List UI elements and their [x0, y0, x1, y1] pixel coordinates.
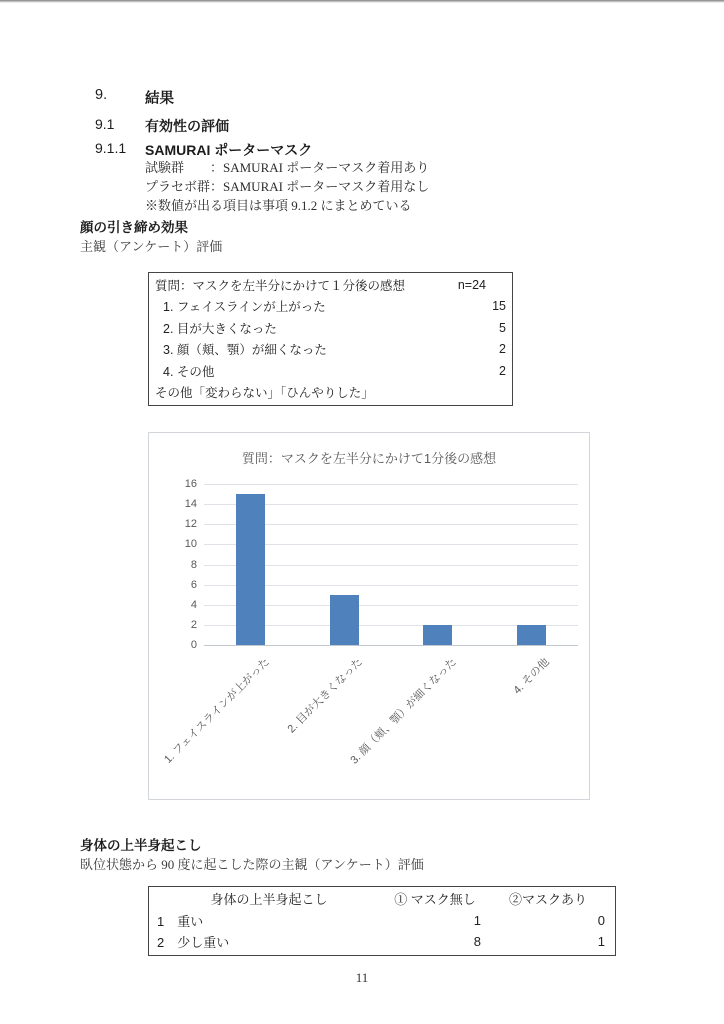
sample-size: n=24 [457, 277, 486, 292]
group-description [145, 158, 429, 215]
chart-plot [204, 485, 578, 646]
bar-chart [148, 432, 590, 800]
heading-9-1-1-number: 9.1.1 [95, 140, 127, 156]
answer-count: 2 [499, 363, 506, 378]
situp-col2-header: ① マスク無し [394, 892, 476, 908]
page-number: 11 [355, 970, 369, 985]
survey-result-table [148, 272, 513, 406]
section1-title: 顔の引き締め効果 [80, 220, 188, 235]
x-axis-label: 3. 顔（頬、顎）が細くなった [347, 656, 459, 767]
table-row [149, 931, 615, 953]
situp-item-label: 1 重い [157, 913, 204, 929]
y-axis-tick: 6 [190, 578, 197, 591]
gridline [204, 484, 578, 485]
mask-on-count: 0 [597, 912, 605, 928]
y-axis-tick: 14 [184, 498, 197, 511]
section1-subtitle: 主観（アンケート）評価 [80, 239, 223, 254]
mask-off-count: 1 [473, 912, 481, 928]
heading-9 [95, 87, 174, 108]
answer-count: 5 [499, 320, 506, 335]
heading-9-number: 9. [95, 87, 108, 103]
heading-9-1-title: 有効性の評価 [145, 118, 229, 134]
situp-col1-header: 身体の上半身起こし [210, 892, 328, 908]
gridline [204, 645, 578, 646]
heading-9-1-1-title: SAMURAI ポーターマスク [145, 142, 313, 158]
y-axis-tick: 2 [190, 618, 197, 631]
chart-title: 質問：マスクを左半分にかけて1分後の感想 [241, 451, 497, 466]
y-axis-tick: 8 [190, 558, 197, 571]
y-axis-tick: 0 [190, 639, 197, 651]
mask-off-count: 8 [473, 934, 481, 950]
y-axis-tick: 4 [190, 598, 197, 611]
table-row [149, 910, 615, 932]
heading-9-1 [95, 116, 229, 136]
table-row [149, 360, 512, 382]
answer-count: 15 [492, 299, 506, 314]
x-axis-label: 4. その他 [511, 656, 552, 697]
x-axis-label: 2. 目が大きくなった [285, 656, 365, 736]
situp-table-header-row [149, 888, 615, 910]
situp-item-label: 2 少し重い [157, 935, 230, 951]
survey-table-header-row [149, 274, 512, 296]
other-answers-note: その他「変わらない」「ひんやりした」 [155, 386, 374, 401]
situp-result-table [148, 886, 616, 956]
survey-table-footer-row [149, 382, 512, 404]
y-axis-tick: 12 [184, 518, 197, 531]
bar-4 [517, 625, 546, 645]
mask-on-count: 1 [597, 934, 605, 950]
heading-9-title: 結果 [145, 91, 174, 107]
note-line: ※数値が出る項目は事項 9.1.2 にまとめている [145, 198, 412, 213]
table-row [149, 296, 512, 318]
survey-question: 質問：マスクを左半分にかけて１分後の感想 [155, 278, 406, 293]
answer-label: 3. 顔（頬、顎）が細くなった [163, 343, 327, 358]
page-top-edge [0, 0, 724, 3]
situp-col3-header: ②マスクあり [508, 892, 587, 908]
answer-label: 1. フェイスラインが上がった [163, 300, 326, 315]
heading-9-1-1 [95, 140, 312, 160]
x-axis-label: 1. フェイスラインが上がった [161, 656, 272, 766]
placebo-group-line: プラセボ群：SAMURAI ポーターマスク着用なし [145, 179, 430, 194]
test-group-line: 試験群 ：SAMURAI ポーターマスク着用あり [145, 160, 430, 175]
section2-title: 身体の上半身起こし [80, 838, 202, 853]
heading-9-1-number: 9.1 [95, 116, 115, 132]
answer-label: 2. 目が大きくなった [163, 321, 277, 336]
table-row [149, 339, 512, 361]
bar-1 [236, 494, 265, 645]
y-axis-tick: 10 [184, 538, 197, 551]
answer-count: 2 [499, 342, 506, 357]
table-row [149, 317, 512, 339]
y-axis-tick: 16 [184, 478, 197, 490]
answer-label: 4. その他 [163, 364, 215, 379]
section2-subtitle: 臥位状態から 90 度に起こした際の主観（アンケート）評価 [80, 857, 424, 872]
bar-2 [330, 595, 359, 645]
bar-3 [423, 625, 452, 645]
